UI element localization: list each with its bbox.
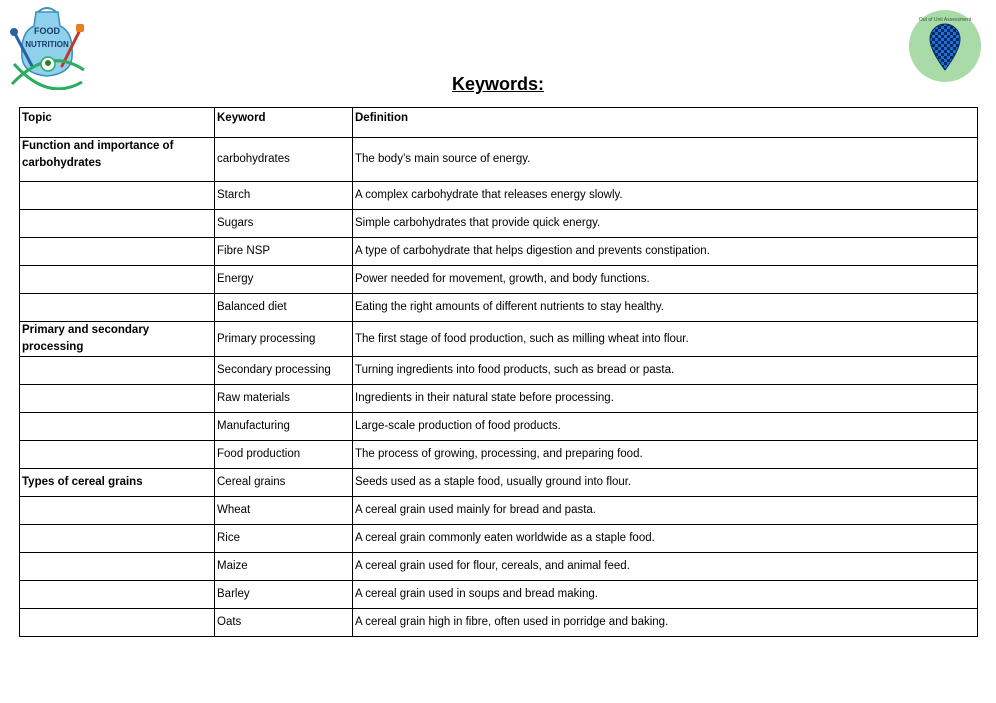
definition-cell: A cereal grain used in soups and bread making. <box>353 581 978 609</box>
table-row <box>20 385 978 413</box>
table-row <box>20 581 978 609</box>
topic-cell: Function and importance of carbohydrates <box>20 138 215 182</box>
definition-cell: Ingredients in their natural state before processing. <box>353 385 978 413</box>
definition-cell: The first stage of food production, such as milling wheat into flour. <box>353 322 978 357</box>
svg-text:FOOD: FOOD <box>34 26 60 36</box>
keyword-cell: carbohydrates <box>215 138 353 182</box>
keyword-cell: Food production <box>215 441 353 469</box>
topic-cell <box>20 497 215 525</box>
keyword-cell: Secondary processing <box>215 357 353 385</box>
keyword-cell: Cereal grains <box>215 469 353 497</box>
table-row <box>20 497 978 525</box>
definition-cell: A cereal grain high in fibre, often used in porridge and baking. <box>353 609 978 637</box>
keyword-cell: Wheat <box>215 497 353 525</box>
svg-text:NUTRITION: NUTRITION <box>25 40 69 49</box>
definition-cell: A cereal grain used for flour, cereals, and animal feed. <box>353 553 978 581</box>
topic-cell <box>20 357 215 385</box>
keyword-cell: Rice <box>215 525 353 553</box>
keyword-cell: Sugars <box>215 210 353 238</box>
topic-cell <box>20 385 215 413</box>
header-keyword: Keyword <box>215 108 353 138</box>
topic-cell <box>20 553 215 581</box>
keyword-cell: Oats <box>215 609 353 637</box>
definition-cell: A type of carbohydrate that helps digestion and prevents constipation. <box>353 238 978 266</box>
definition-cell: Turning ingredients into food products, such as bread or pasta. <box>353 357 978 385</box>
definition-cell: A cereal grain used mainly for bread and pasta. <box>353 497 978 525</box>
topic-cell <box>20 294 215 322</box>
table-row <box>20 525 978 553</box>
keyword-cell: Fibre NSP <box>215 238 353 266</box>
definition-cell: Eating the right amounts of different nutrients to stay healthy. <box>353 294 978 322</box>
table-header-row <box>20 108 978 138</box>
definition-cell: A complex carbohydrate that releases energy slowly. <box>353 182 978 210</box>
definition-cell: A cereal grain commonly eaten worldwide as a staple food. <box>353 525 978 553</box>
keyword-cell: Starch <box>215 182 353 210</box>
keywords-table <box>19 107 978 637</box>
topic-cell <box>20 182 215 210</box>
table-row <box>20 266 978 294</box>
keyword-cell: Primary processing <box>215 322 353 357</box>
table-row <box>20 182 978 210</box>
topic-cell <box>20 525 215 553</box>
table-row <box>20 441 978 469</box>
table-row <box>20 294 978 322</box>
topic-cell <box>20 581 215 609</box>
table-row <box>20 210 978 238</box>
page-title: Keywords: <box>451 74 545 94</box>
keyword-cell: Energy <box>215 266 353 294</box>
keyword-cell: Barley <box>215 581 353 609</box>
definition-cell: Seeds used as a staple food, usually ground into flour. <box>353 469 978 497</box>
keyword-cell: Raw materials <box>215 385 353 413</box>
definition-cell: Large-scale production of food products. <box>353 413 978 441</box>
definition-cell: Power needed for movement, growth, and body functions. <box>353 266 978 294</box>
keyword-cell: Balanced diet <box>215 294 353 322</box>
svg-text:Out of Unit Assessment: Out of Unit Assessment <box>918 17 972 23</box>
table-row <box>20 469 978 497</box>
topic-cell <box>20 238 215 266</box>
table-row <box>20 138 978 182</box>
topic-cell: Types of cereal grains <box>20 469 215 497</box>
table-row <box>20 322 978 357</box>
header-topic: Topic <box>20 108 215 138</box>
topic-cell <box>20 266 215 294</box>
topic-cell <box>20 609 215 637</box>
keyword-cell: Maize <box>215 553 353 581</box>
table-row <box>20 413 978 441</box>
topic-cell <box>20 413 215 441</box>
keyword-cell: Manufacturing <box>215 413 353 441</box>
definition-cell: The body’s main source of energy. <box>353 138 978 182</box>
header-definition: Definition <box>353 108 978 138</box>
definition-cell: The process of growing, processing, and preparing food. <box>353 441 978 469</box>
topic-cell: Primary and secondary processing <box>20 322 215 357</box>
table-row <box>20 609 978 637</box>
table-row <box>20 238 978 266</box>
definition-cell: Simple carbohydrates that provide quick energy. <box>353 210 978 238</box>
table-row <box>20 357 978 385</box>
table-row <box>20 553 978 581</box>
topic-cell <box>20 210 215 238</box>
topic-cell <box>20 441 215 469</box>
unit-assessment-logo <box>908 8 982 84</box>
